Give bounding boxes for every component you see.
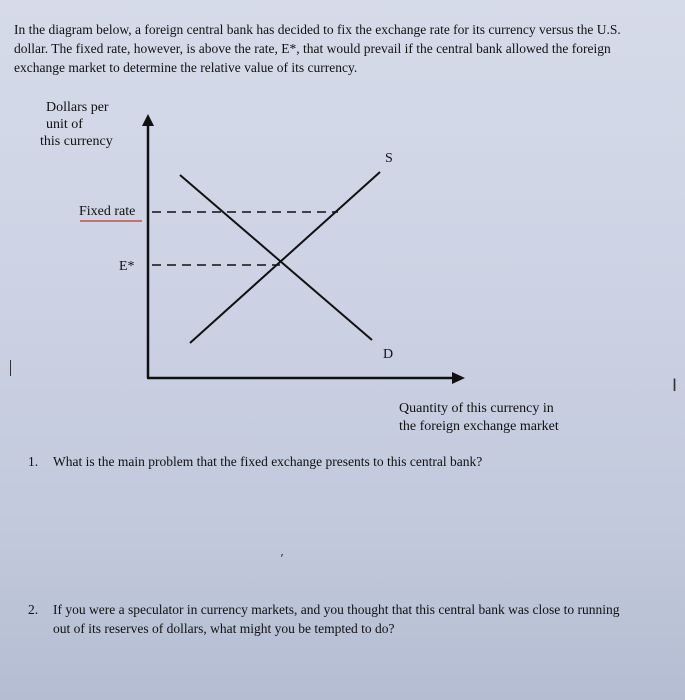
supply-curve-label: S bbox=[385, 151, 393, 166]
text-cursor-bar bbox=[10, 360, 11, 376]
x-axis-arrowhead bbox=[452, 372, 465, 384]
question-1 bbox=[28, 452, 628, 471]
y-axis-label-line-2: unit of bbox=[46, 117, 83, 132]
question-number: 1. bbox=[28, 454, 39, 469]
y-axis-label-line-1: Dollars per bbox=[46, 100, 109, 115]
fixed-rate-label: Fixed rate bbox=[79, 204, 136, 219]
stray-mark: ’ bbox=[280, 552, 284, 566]
y-axis-label-line-3: this currency bbox=[40, 134, 113, 149]
demand-curve bbox=[180, 175, 372, 340]
x-axis-label-line-1: Quantity of this currency in bbox=[399, 401, 554, 416]
question-2 bbox=[28, 600, 628, 638]
supply-curve bbox=[190, 172, 380, 343]
question-text: If you were a speculator in currency markets, and you thought that this central bank was close to running out of its reserves of dollars, what might you be tempted to do? bbox=[53, 602, 620, 636]
question-number: 2. bbox=[28, 602, 39, 617]
equilibrium-rate-label: E* bbox=[119, 259, 135, 274]
demand-curve-label: D bbox=[383, 347, 394, 362]
intro-paragraph: In the diagram below, a foreign central bank has decided to fix the exchange rate for its currency versus the U.S. dollar. The fixed rate, however, is above the rate, E*, that would prevail if the central bank allowed the foreign exchange market to determine the relative value of its currency. bbox=[14, 22, 621, 75]
y-axis-arrowhead bbox=[142, 114, 154, 126]
ibeam-cursor-icon: I bbox=[672, 376, 678, 396]
x-axis-label-line-2: the foreign exchange market bbox=[399, 419, 559, 434]
question-text: What is the main problem that the fixed exchange presents to this central bank? bbox=[53, 454, 483, 469]
